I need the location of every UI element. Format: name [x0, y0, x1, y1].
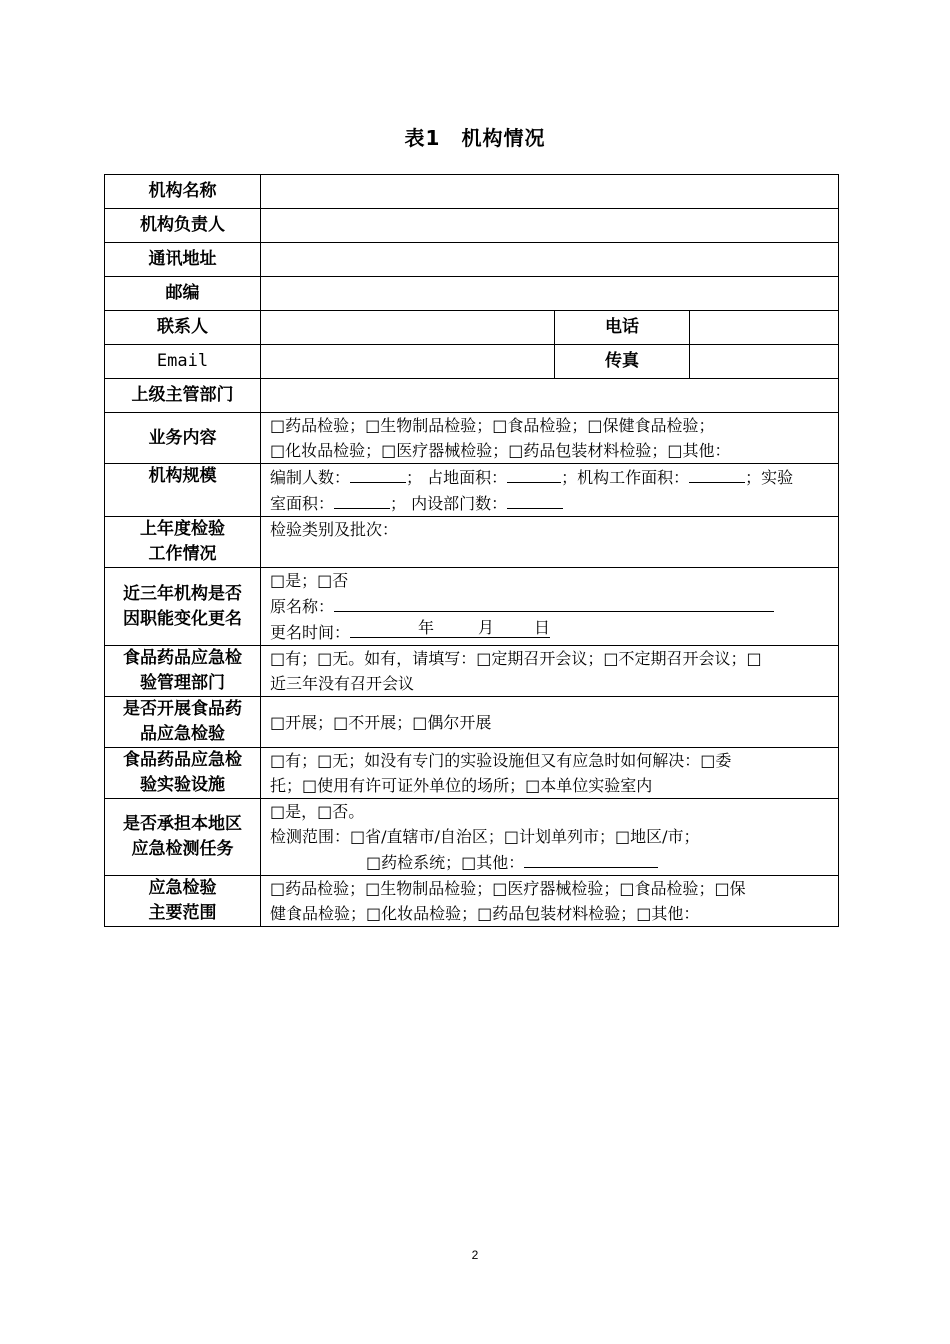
phone-field[interactable] — [690, 311, 839, 345]
rename-yes-no[interactable]: □是；□否 — [270, 571, 349, 590]
page-number: 2 — [471, 1248, 479, 1262]
lab-area-input[interactable] — [334, 490, 390, 509]
work-area-input[interactable] — [689, 464, 745, 483]
label-emergency-task: 是否承担本地区 应急检测任务 — [105, 799, 261, 876]
day-label: 日 — [534, 618, 551, 637]
label-emergency-conduct: 是否开展食品药 品应急检验 — [105, 697, 261, 748]
lab-area-label: 室面积： — [270, 494, 335, 513]
month-label: 月 — [478, 618, 495, 637]
rename-fields[interactable] — [261, 568, 839, 646]
former-name-input[interactable] — [334, 593, 774, 612]
scale-fields[interactable] — [261, 464, 839, 517]
dept-count-label: ； 内设部门数： — [390, 494, 508, 513]
page-title: 表1 机构情况 — [404, 126, 546, 150]
label-scale: 机构规模 — [105, 464, 261, 517]
emergency-scope-options[interactable]: □药品检验；□生物制品检验；□医疗器械检验；□食品检验；□保 健食品检验；□化妆品检验；□药品包装材料检验；□其他： — [261, 876, 839, 927]
label-superior: 上级主管部门 — [105, 379, 261, 413]
former-name-label: 原名称： — [270, 597, 335, 616]
label-emergency-facility: 食品药品应急检 验实验设施 — [105, 748, 261, 799]
emergency-facility-options[interactable]: □有；□无；如没有专门的实验设施但又有应急时如何解决：□委 托；□使用有许可证外单位的场所；□本单位实验室内 — [261, 748, 839, 799]
label-phone: 电话 — [555, 311, 690, 345]
last-year-field[interactable]: 检验类别及批次： — [261, 517, 839, 568]
label-business: 业务内容 — [105, 413, 261, 464]
label-fax: 传真 — [555, 345, 690, 379]
staff-count-input[interactable] — [350, 464, 406, 483]
work-area-label: ；机构工作面积： — [561, 468, 690, 487]
label-contact: 联系人 — [105, 311, 261, 345]
other-scope-input[interactable] — [524, 849, 658, 868]
dept-count-input[interactable] — [507, 490, 563, 509]
business-options[interactable] — [261, 413, 839, 464]
head-field[interactable] — [261, 209, 839, 243]
label-last-year: 上年度检验 工作情况 — [105, 517, 261, 568]
year-label: 年 — [418, 618, 435, 637]
name-field[interactable] — [261, 175, 839, 209]
emergency-conduct-options[interactable]: □开展；□不开展；□偶尔开展 — [261, 697, 839, 748]
business-line-2[interactable]: □化妆品检验；□医疗器械检验；□药品包装材料检验；□其他： — [270, 441, 731, 460]
land-area-label: ； 占地面积： — [406, 468, 508, 487]
fax-field[interactable] — [690, 345, 839, 379]
label-postcode: 邮编 — [105, 277, 261, 311]
business-line-1[interactable]: □药品检验；□生物制品检验；□食品检验；□保健食品检验； — [270, 416, 715, 435]
rename-date-label: 更名时间： — [270, 623, 351, 642]
emergency-dept-options[interactable]: □有；□无。如有，请填写：□定期召开会议；□不定期召开会议；□ 近三年没有召开会议 — [261, 646, 839, 697]
label-email: Email — [105, 345, 261, 379]
label-name: 机构名称 — [105, 175, 261, 209]
lab-label-part1: ；实验 — [745, 468, 794, 487]
label-head: 机构负责人 — [105, 209, 261, 243]
superior-field[interactable] — [261, 379, 839, 413]
label-address: 通讯地址 — [105, 243, 261, 277]
label-emergency-dept: 食品药品应急检 验管理部门 — [105, 646, 261, 697]
rename-date-input[interactable] — [350, 619, 550, 638]
contact-field[interactable] — [261, 311, 555, 345]
label-emergency-scope: 应急检验 主要范围 — [105, 876, 261, 927]
postcode-field[interactable] — [261, 277, 839, 311]
address-field[interactable] — [261, 243, 839, 277]
emergency-task-options[interactable]: □是，□否。 检测范围：□省/直辖市/自治区；□计划单列市；□地区/市； □药检系统；□其他： — [261, 799, 839, 876]
institution-table — [104, 174, 839, 927]
staff-count-label: 编制人数： — [270, 468, 351, 487]
email-field[interactable] — [261, 345, 555, 379]
land-area-input[interactable] — [507, 464, 561, 483]
label-rename: 近三年机构是否 因职能变化更名 — [105, 568, 261, 646]
